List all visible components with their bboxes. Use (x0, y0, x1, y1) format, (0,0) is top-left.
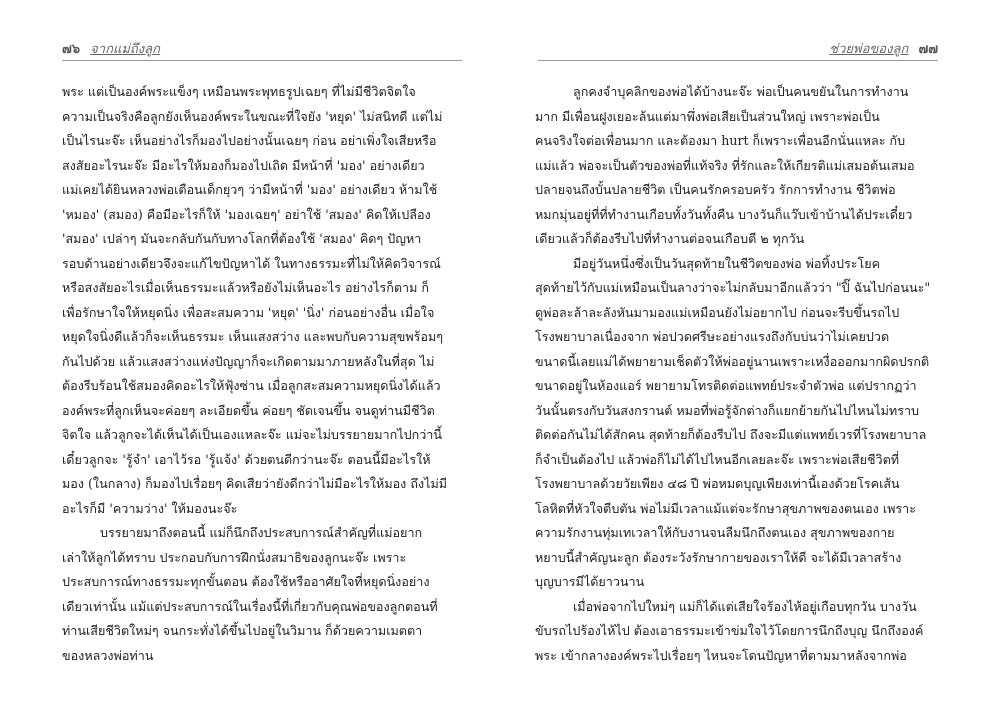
right-page-header (823, 38, 938, 59)
text-line: พระ เข้ากลางองค์พระไปเรื่อยๆ ไหนจะโดนปัญหาที่ตามมาหลังจากพ่อ (535, 647, 907, 663)
text-line: พระ แต่เป็นองค์พระแข็งๆ เหมือนพระพุทธรูปเฉยๆ ที่ไม่มีชีวิตจิตใจ (62, 84, 416, 99)
text-line: แม่แล้ว พ่อจะเป็นตัวของพ่อที่แท้จริง ที่รักและให้เกียรติแม่เสมอต้นเสมอ (535, 157, 915, 173)
text-line: ขับรถไปร้องไห้ไป ต้องเอาธรรมะเข้าข่มใจไว้โดยการนึกถึงบุญ นึกถึงองค์ (535, 623, 924, 638)
text-line: ขนาดนี้เลยแม่ได้พยายามเช็ดตัวให้พ่ออยู่นานเพราะเหงื่อออกมากผิดปรกติ (535, 353, 930, 369)
text-line: วันนั้นตรงกับวันสงกรานต์ หมอที่พ่อรู้จักต่างก็แยกย้ายกันไปไหนไม่ทราบ (535, 402, 920, 418)
text-line: ติดต่อกันไม่ได้สักคน สุดท้ายก็ต้องรีบไป ถึงจะมีแต่แพทย์เวรที่โรงพยาบาล (535, 427, 927, 442)
left-body-text (62, 80, 464, 668)
text-line: อะไรก็มี 'ความว่าง' ให้มองนะจ๊ะ (62, 500, 238, 516)
text-line: รอบด้านอย่างเดียวจึงจะแก้ไขปัญหาได้ ในทางธรรมะที่ไม่ให้คิดวิจารณ์ (62, 255, 441, 271)
text-line: ก็จำเป็นต้องไป แล้วพ่อก็ไม่ได้ไปไหนอีกเลยละจ๊ะ เพราะพ่อเสียชีวิตที่ (535, 451, 900, 467)
right-page-number: ๗๗ (918, 42, 938, 57)
text-line: ดูพ่อละล้าละลังหันมามองแม่เหมือนยังไม่อยากไป ก่อนจะรีบขึ้นรถไป (535, 304, 900, 320)
text-line: บรรยายมาถึงตอนนี้ แม่ก็นึกถึงประสบการณ์สำคัญที่แม่อยาก (100, 525, 423, 540)
text-line: หยุดใจนิ่งดีแล้วก็จะเห็นธรรมะ เห็นแสงสว่าง และพบกับความสุขพร้อมๆ (62, 329, 444, 344)
right-body-text (535, 80, 937, 668)
text-line: ความเป็นจริงคือลูกยังเห็นองค์พระในขณะที่ใจยัง 'หยุด' ไม่สนิทดี แต่ไม่ (62, 108, 443, 124)
right-running-title: ช่วยพ่อของลูก (829, 42, 909, 57)
text-line: 'สมอง' เปล่าๆ มันจะกลับกันกับทางโลกที่ต้องใช้ 'สมอง' คิดๆ ปัญหา (62, 231, 422, 246)
text-line: จิตใจ แล้วลูกจะได้เห็นได้เป็นเองแหละจ๊ะ แม่จะไม่บรรยายมากไปกว่านี้ (62, 427, 442, 442)
text-line: คนจริงใจต่อเพื่อนมาก และต้องมา hurt ก็เพราะเพื่อนอีกนั่นแหละ กับ (535, 133, 906, 148)
left-running-title: จากแม่ถึงลูก (90, 42, 160, 57)
text-line: มอง (ในกลาง) ก็มองไปเรื่อยๆ คิดเสียว่ายังดีกว่าไม่มีอะไรให้มอง ถึงไม่มี (62, 476, 448, 491)
text-line: โรงพยาบาลเนื่องจาก พ่อปวดศรีษะอย่างแรงถึงกับบ่นว่าไม่เคยปวด (535, 329, 890, 344)
text-line: เพื่อรักษาใจให้หยุดนิ่ง เพื่อสะสมความ 'หยุด' 'นิ่ง' ก่อนอย่างอื่น เมื่อใจ (62, 304, 435, 320)
text-line: เดี๋ยวลูกจะ 'รู้จำ' เอาไว้รอ 'รู้แจ้ง' ด้วยตนดีกว่านะจ๊ะ ตอนนี้มีอะไรให้ (62, 451, 431, 467)
text-line: เดียวเท่านั้น แม้แต่ประสบการณ์ในเรื่องนี้ที่เกี่ยวกับคุณพ่อของลูกตอนที่ (62, 598, 438, 614)
text-line: บุญบารมีได้ยาวนาน (535, 574, 645, 589)
text-line: ท่านเสียชีวิตใหม่ๆ จนกระทั่งได้ขึ้นไปอยู่ในวิมาน ก็ด้วยความเมตตา (62, 623, 423, 638)
text-line: องค์พระที่ลูกเห็นจะค่อยๆ ละเอียดขึ้น ค่อยๆ ชัดเจนขึ้น จนดูท่านมีชีวิต (62, 402, 435, 418)
text-line: ความรักงานทุ่มเทเวลาให้กับงานจนลืมนึกถึงตนเอง สุขภาพของกาย (535, 525, 895, 540)
text-line: เดียวแล้วก็ต้องรีบไปที่ทำงานต่อจนเกือบตี ๒ ทุกวัน (535, 231, 805, 246)
text-line: ปลายจนถึงบั้นปลายชีวิต เป็นคนรักครอบครัว รักการทำงาน ชีวิตพ่อ (535, 182, 896, 197)
text-line: โลหิตที่หัวใจตีบตัน พ่อไม่มีเวลาแม้แต่จะรักษาสุขภาพของตนเอง เพราะ (535, 500, 917, 516)
text-line: แม่เคยได้ยินหลวงพ่อเตือนเด็กยุวๆ ว่ามีหน้าที่ 'มอง' อย่างเดียว ห้ามใช้ (62, 182, 438, 197)
text-line: 'หมอง' (สมอง) คือมีอะไรก็ให้ 'มองเฉยๆ' อย่าใช้ 'สมอง' คิดให้เปลือง (62, 206, 431, 222)
text-line: มีอยู่วันหนึ่งซึ่งเป็นวันสุดท้ายในชีวิตของพ่อ พ่อทิ้งประโยค (573, 255, 881, 271)
text-line: ประสบการณ์ทางธรรมะทุกขั้นตอน ต้องใช้หรืออาศัยใจที่หยุดนิ่งอย่าง (62, 574, 430, 589)
right-page (500, 0, 1000, 707)
text-line: ลูกคงจำบุคลิกของพ่อได้บ้างนะจ๊ะ พ่อเป็นคนขยันในการทำงาน (573, 84, 909, 99)
text-line: สุดท้ายไว้กับแม่เหมือนเป็นลางว่าจะไม่กลับมาอีกแล้วว่า "ปิ๊ ฉันไปก่อนนะ" (535, 280, 931, 295)
text-line: ต้องรีบร้อนใช้สมองคิดอะไรให้ฟุ้งซ่าน เมื่อลูกสะสมความหยุดนิ่งได้แล้ว (62, 378, 441, 393)
left-page-number: ๗๖ (62, 42, 81, 57)
text-line: เป็นไรนะจ๊ะ เห็นอย่างไรก็มองไปอย่างนั้นเฉยๆ ก่อน อย่าเพิ่งใจเสียหรือ (62, 133, 437, 148)
text-line: ของหลวงพ่อท่าน (62, 647, 154, 663)
text-line: หมกมุ่นอยู่ที่ที่ทำงานเกือบทั้งวันทั้งคืน บางวันก็แว๊บเข้าบ้านได้ประเดี๋ยว (535, 206, 913, 222)
left-header-rule (62, 60, 462, 61)
text-line: หยาบนี้สำคัญนะลูก ต้องระวังรักษากายของเราให้ดี จะได้มีเวลาสร้าง (535, 549, 902, 565)
text-line: กันไปด้วย แล้วแสงสว่างแห่งปัญญาก็จะเกิดตามมาภายหลังในที่สุด ไม่ (62, 353, 435, 369)
text-line: โรงพยาบาลด้วยวัยเพียง ๔๘ ปี พ่อหมดบุญเพียงเท่านี้เองด้วยโรคเส้น (535, 476, 900, 491)
left-page-header (62, 38, 166, 59)
text-line: สงสัยอะไรนะจ๊ะ มีอะไรให้มองก็มองไปเถิด มีหน้าที่ 'มอง' อย่างเดียว (62, 157, 425, 173)
right-header-rule (538, 60, 938, 61)
text-line: หรือสงสัยอะไรเมื่อเห็นธรรมะแล้วหรือยังไม่เห็นอะไร อย่างไรก็ตาม ก็ (62, 280, 430, 295)
text-line: มาก มีเพื่อนฝูงเยอะล้นแต่มาพึ่งพ่อเสียเป็นส่วนใหญ่ เพราะพ่อเป็น (535, 108, 880, 124)
text-line: เล่าให้ลูกได้ทราบ ประกอบกับการฝึกนั่งสมาธิของลูกนะจ๊ะ เพราะ (62, 549, 407, 565)
text-line: เมื่อพ่อจากไปใหม่ๆ แม่ก็ได้แต่เสียใจร้องไห้อยู่เกือบทุกวัน บางวัน (573, 598, 917, 614)
text-line: ขนาดอยู่ในห้องแอร์ พยายามโทรติดต่อแพทย์ประจำตัวพ่อ แต่ปรากฏว่า (535, 378, 917, 393)
